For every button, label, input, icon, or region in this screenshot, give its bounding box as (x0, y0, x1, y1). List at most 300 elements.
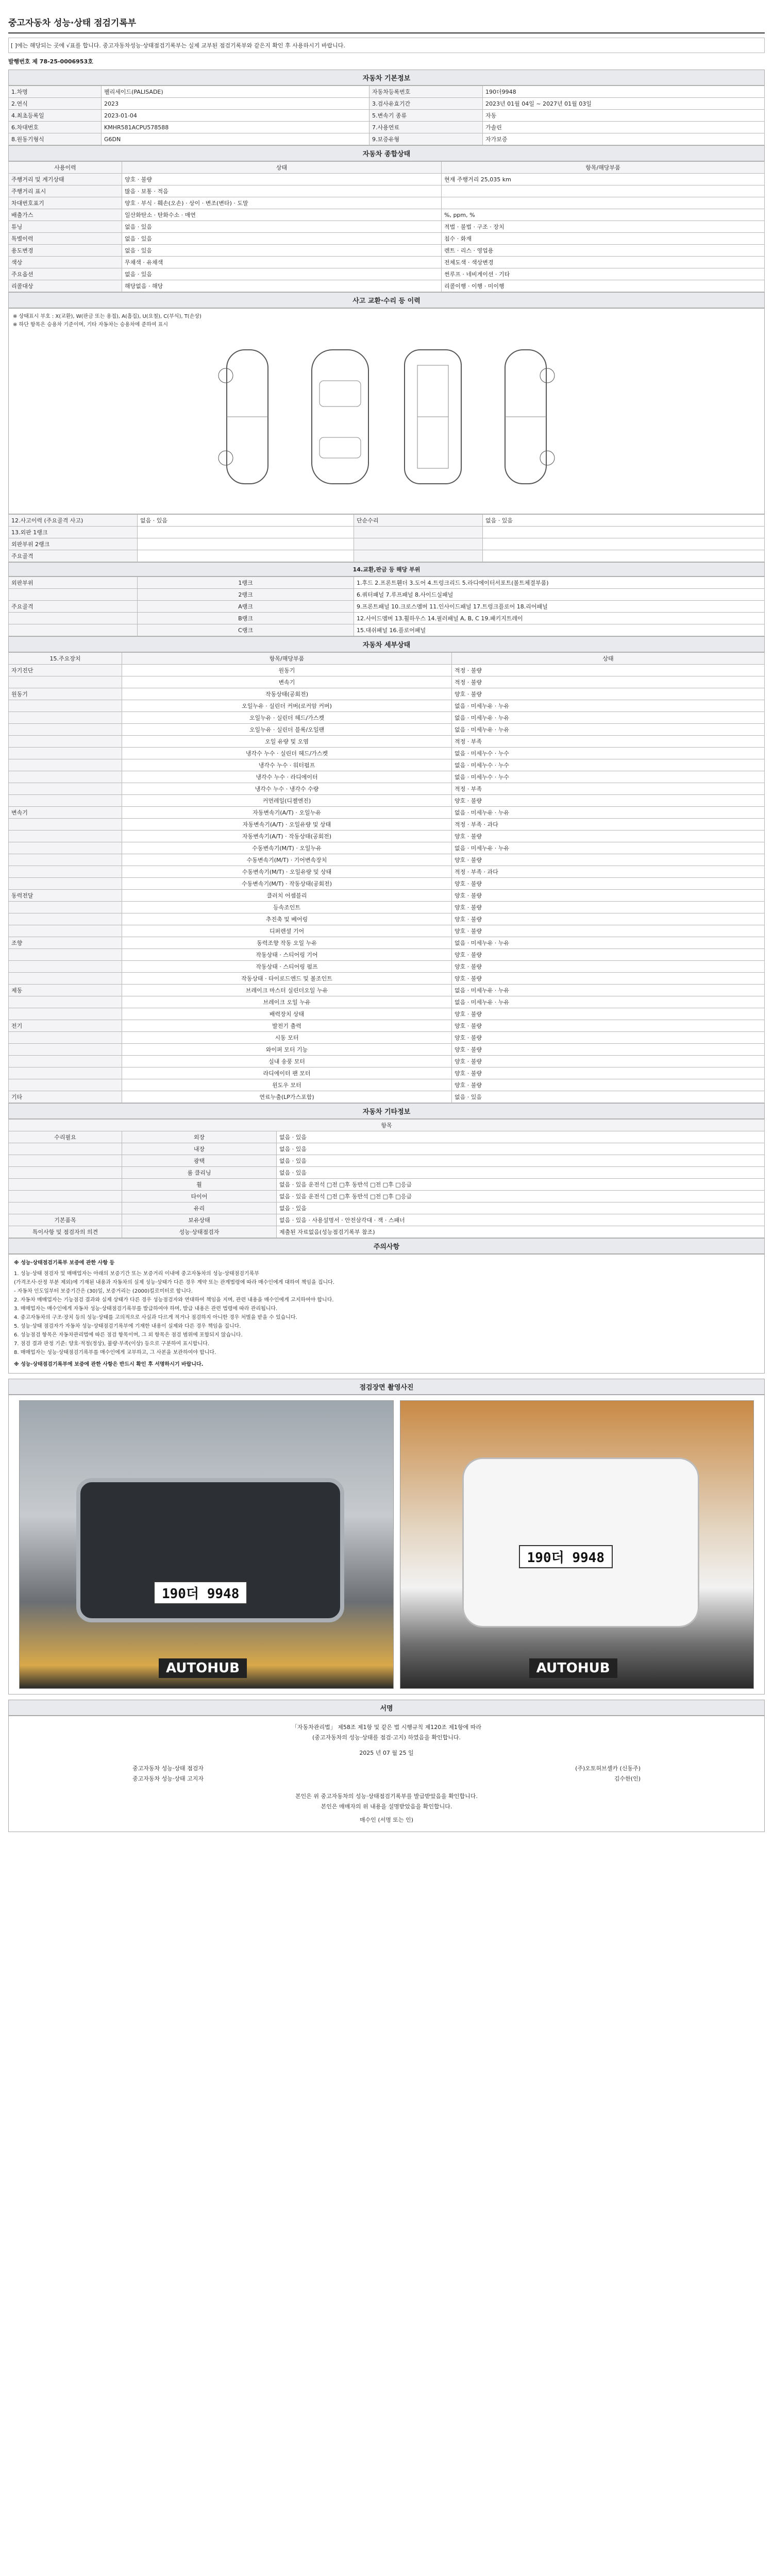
parts-cell (9, 613, 138, 624)
parts-cell (9, 589, 138, 601)
detail-cell: 자동변속기(A/T) · 작동상태(공회전) (122, 831, 452, 842)
table-row (9, 1079, 765, 1091)
detail-cell (9, 902, 122, 913)
table-row (9, 527, 765, 538)
detail-cell (9, 1032, 122, 1044)
field-value: 190더9948 (483, 86, 765, 98)
field-label: 8.원동기형식 (9, 133, 102, 145)
table-row (9, 1155, 765, 1167)
accident-cell (483, 538, 765, 550)
field-value: 2023년 01월 04일 ~ 2027년 01월 03일 (483, 98, 765, 110)
table-row (9, 724, 765, 736)
rear-plate: 190더 9948 (519, 1545, 613, 1568)
accident-cell: 주요골격 (9, 550, 138, 562)
other-cell (9, 1167, 122, 1179)
detail-cell: 적정 · 부족 (452, 783, 765, 795)
table-row (9, 589, 765, 601)
overall-cell: 없음 · 있음 (122, 233, 442, 245)
detail-table (8, 652, 765, 1103)
other-header: 항목 (9, 1120, 765, 1131)
photo-row (8, 1395, 765, 1694)
accident-diagram (8, 308, 765, 514)
other-cell (9, 1179, 122, 1191)
table-row (9, 233, 765, 245)
table-row (9, 949, 765, 961)
detail-cell: 수동변속기(M/T) · 작동상태(공회전) (122, 878, 452, 890)
notes-title: ※ 성능·상태점검기록부 보증에 관한 사항 등 (14, 1260, 115, 1266)
detail-cell: 클러치 어셈블리 (122, 890, 452, 902)
parts-cell: B랭크 (138, 613, 354, 624)
table-row (9, 831, 765, 842)
column-header: 항목/해당부품 (122, 653, 452, 665)
detail-cell: 없음 · 미세누유 · 누유 (452, 712, 765, 724)
detail-cell: 발전기 출력 (122, 1020, 452, 1032)
table-row (9, 1067, 765, 1079)
legend-2: ※ 하단 항목은 승용차 기준이며, 기타 자동차는 승용차에 준하여 표시 (13, 322, 168, 328)
parts-cell: 12.사이드멤버 13.휠하우스 14.필러패널 A, B, C 19.패키지트레이 (354, 613, 765, 624)
table-row (9, 890, 765, 902)
other-cell: 유리 (122, 1202, 277, 1214)
accident-cell (483, 527, 765, 538)
other-cell: 없음 · 있음 (277, 1131, 765, 1143)
notice: [ ]에는 해당되는 곳에 √표를 합니다. 중고자동차성능·상태점검기록부는 실제 교부된 점검기록부와 같은지 확인 후 사용하시기 바랍니다. (8, 38, 765, 53)
accident-cell: 외판부위 2랭크 (9, 538, 138, 550)
detail-cell: 오일누유 · 실린더 헤드/가스켓 (122, 712, 452, 724)
detail-cell: 양호 · 불량 (452, 688, 765, 700)
table-row (9, 624, 765, 636)
table-row (9, 1044, 765, 1056)
table-row (9, 878, 765, 890)
detail-cell (9, 748, 122, 759)
detail-cell: 양호 · 불량 (452, 902, 765, 913)
detail-cell: 추진축 및 베어링 (122, 913, 452, 925)
detail-cell: 와이퍼 모터 기능 (122, 1044, 452, 1056)
parts-table (8, 577, 765, 636)
overall-cell: 일산화탄소 · 탄화수소 · 매연 (122, 209, 442, 221)
table-row (9, 748, 765, 759)
table-row (9, 736, 765, 748)
overall-cell: 없음 · 있음 (122, 268, 442, 280)
table-row (9, 221, 765, 233)
detail-cell: 커먼레일(디젤엔진) (122, 795, 452, 807)
table-row (9, 550, 765, 562)
parts-cell: A랭크 (138, 601, 354, 613)
field-value: 자가보증 (483, 133, 765, 145)
sign-line-2: (중고자동차의 성능·상태를 점검·고지) 하였음을 확인합니다. (312, 1734, 461, 1741)
table-row (9, 133, 765, 145)
other-cell (9, 1143, 122, 1155)
table-row (9, 1191, 765, 1202)
detail-cell: 냉각수 누수 · 워터펌프 (122, 759, 452, 771)
detail-cell: 기타 (9, 1091, 122, 1103)
field-value: 가솔린 (483, 122, 765, 133)
table-row (9, 973, 765, 985)
section-notes: 주의사항 (8, 1238, 765, 1254)
table-row (9, 913, 765, 925)
table-row (9, 515, 765, 527)
car-top-icon (304, 345, 376, 489)
detail-cell: 변속기 (122, 676, 452, 688)
table-row (9, 185, 765, 197)
other-cell: 없음 · 있음 (277, 1167, 765, 1179)
detail-cell: 없음 · 미세누유 · 누유 (452, 996, 765, 1008)
detail-cell (9, 925, 122, 937)
table-row (9, 842, 765, 854)
detail-cell: 작동상태 · 타이로드엔드 및 볼조인트 (122, 973, 452, 985)
other-cell: 없음 · 있음 운전석 □전 □후 동반석 □전 □후 □응급 (277, 1191, 765, 1202)
field-label: 자동차등록번호 (369, 86, 483, 98)
column-header: 15.주요장치 (9, 653, 122, 665)
note-line: 4. 중고자동차의 구조·장치 등의 성능·상태를 고의적으로 사실과 다르게 적거나 점검하지 아니한 경우 처벌을 받을 수 있습니다. (14, 1315, 297, 1320)
detail-cell: 양호 · 불량 (452, 1067, 765, 1079)
field-label: 7.사용연료 (369, 122, 483, 133)
detail-cell: 양호 · 불량 (452, 973, 765, 985)
overall-cell: 전체도색 · 색상변경 (442, 257, 765, 268)
other-cell: 내장 (122, 1143, 277, 1155)
sign-date: 2025 년 07 월 25 일 (359, 1750, 414, 1756)
detail-cell: 적정 · 부족 (452, 736, 765, 748)
table-row (9, 1020, 765, 1032)
other-cell: 룸 클리닝 (122, 1167, 277, 1179)
overall-cell (442, 185, 765, 197)
table-row (9, 601, 765, 613)
accident-cell: 13.외판 1랭크 (9, 527, 138, 538)
detail-cell: 양호 · 불량 (452, 961, 765, 973)
field-value: 자동 (483, 110, 765, 122)
detail-cell: 변속기 (9, 807, 122, 819)
other-cell: 제출된 자료없음(성능점검기록부 참조) (277, 1226, 765, 1238)
detail-cell (9, 878, 122, 890)
notes-box (8, 1254, 765, 1374)
field-label: 5.변속기 종류 (369, 110, 483, 122)
overall-cell: 해당없음 · 해당 (122, 280, 442, 292)
accident-cell (483, 550, 765, 562)
note-line: 5. 성능·상태 점검자가 자동차 성능·상태점검기록부에 기재한 내용이 실제와 다른 경우 책임을 집니다. (14, 1324, 241, 1329)
other-cell: 보유상태 (122, 1214, 277, 1226)
overall-cell (442, 197, 765, 209)
accident-cell: 12.사고이력 (주요골격 사고) (9, 515, 138, 527)
detail-cell (9, 700, 122, 712)
table-row (9, 1091, 765, 1103)
accident-cell (354, 527, 483, 538)
basic-table (8, 86, 765, 145)
table-row (9, 613, 765, 624)
table-row (9, 665, 765, 676)
parts-cell: 9.프론트패널 10.크로스멤버 11.인사이드패널 17.트렁크플로어 18.리어패널 (354, 601, 765, 613)
detail-cell (9, 842, 122, 854)
detail-cell (9, 676, 122, 688)
overall-cell: 용도변경 (9, 245, 122, 257)
table-row (9, 280, 765, 292)
table-row (9, 538, 765, 550)
seller-label: 중고자동차 성능·상태 고지자 (132, 1775, 204, 1782)
detail-cell: 자동변속기(A/T) · 오일누유 (122, 807, 452, 819)
detail-cell (9, 783, 122, 795)
parts-cell: 1.후드 2.프론트휀더 3.도어 4.트렁크리드 5.라디에이터서포트(볼트체결부품) (354, 577, 765, 589)
detail-cell: 양호 · 불량 (452, 1032, 765, 1044)
table-row (9, 819, 765, 831)
detail-cell: 전기 (9, 1020, 122, 1032)
note-line: (가격조사·산정 부분 제외)에 기재된 내용과 자동차의 실제 성능·상태가 다른 경우 계약 또는 관계법령에 따라 매수인에게 대하여 책임을 집니다. (14, 1280, 334, 1285)
legend-1: ※ 상태표시 부호 : X(교환), W(판금 또는 용접), A(흠집), U(요철), C(부식), T(손상) (13, 314, 201, 319)
detail-cell (9, 973, 122, 985)
detail-cell: 양호 · 불량 (452, 949, 765, 961)
detail-cell: 양호 · 불량 (452, 1056, 765, 1067)
table-row (9, 902, 765, 913)
table-row (9, 759, 765, 771)
rear-body-shape (462, 1458, 699, 1628)
table-row (9, 854, 765, 866)
table-row (9, 1008, 765, 1020)
column-header: 사용이력 (9, 162, 122, 174)
detail-cell: 시동 모터 (122, 1032, 452, 1044)
section-sign: 서명 (8, 1700, 765, 1716)
detail-cell: 브레이크 마스터 실린더오일 누유 (122, 985, 452, 996)
detail-cell: 냉각수 누수 · 냉각수 수량 (122, 783, 452, 795)
note-line: 7. 점검 결과 판정 기준: 양호·적정(정상), 불량·부족(이상) 등으로 구분하여 표시합니다. (14, 1341, 209, 1347)
overall-cell: 양호 · 불량 (122, 174, 442, 185)
overall-cell: 리콜대상 (9, 280, 122, 292)
table-row (9, 795, 765, 807)
field-label: 4.최초등록일 (9, 110, 102, 122)
overall-cell: 없음 · 있음 (122, 221, 442, 233)
overall-cell: 많음 · 보통 · 적음 (122, 185, 442, 197)
detail-cell: 없음 · 미세누수 · 누수 (452, 771, 765, 783)
detail-cell (9, 854, 122, 866)
detail-cell: 없음 · 미세누유 · 누유 (452, 700, 765, 712)
front-brand: AUTOHUB (159, 1658, 247, 1678)
detail-cell (9, 712, 122, 724)
other-cell: 타이어 (122, 1191, 277, 1202)
detail-cell (9, 913, 122, 925)
table-row (9, 1214, 765, 1226)
overall-cell: 튜닝 (9, 221, 122, 233)
detail-cell: 양호 · 불량 (452, 795, 765, 807)
table-row (9, 1179, 765, 1191)
note-line: - 자동차 인도일부터 보증기간은 (30)일, 보증거리는 (2000)킬로미터로 합니다. (14, 1289, 193, 1294)
detail-cell: 적정 · 불량 (452, 665, 765, 676)
other-cell: 없음 · 있음 · 사용설명서 · 안전삼각대 · 잭 · 스패너 (277, 1214, 765, 1226)
table-row (9, 807, 765, 819)
detail-cell: 연료누출(LP가스포함) (122, 1091, 452, 1103)
detail-cell (9, 819, 122, 831)
accident-cell (354, 538, 483, 550)
parts-cell (9, 624, 138, 636)
other-cell: 성능·상태점검자 (122, 1226, 277, 1238)
detail-cell: 동력조향 작동 오일 누유 (122, 937, 452, 949)
table-row (9, 197, 765, 209)
overall-cell: 색상 (9, 257, 122, 268)
table-row (9, 257, 765, 268)
column-header: 상태 (122, 162, 442, 174)
table-row (9, 174, 765, 185)
overall-cell: 주행거리 및 계기상태 (9, 174, 122, 185)
detail-cell: 원동기 (9, 688, 122, 700)
car-diagrams (13, 329, 760, 510)
detail-cell: 없음 · 미세누유 · 누유 (452, 985, 765, 996)
detail-cell: 라디에이터 팬 모터 (122, 1067, 452, 1079)
cert-number: 발행번호 제 78-25-0006953호 (8, 58, 93, 65)
table-row (9, 866, 765, 878)
other-cell: 없음 · 있음 (277, 1155, 765, 1167)
buyer-sign: 매수인 (서명 또는 인) (359, 1817, 414, 1823)
table-row (9, 937, 765, 949)
detail-cell: 동력전달 (9, 890, 122, 902)
car-right-side-icon (490, 345, 562, 489)
detail-cell: 디퍼렌셜 기어 (122, 925, 452, 937)
table-row (9, 985, 765, 996)
table-row (9, 996, 765, 1008)
detail-cell: 냉각수 누수 · 실린더 헤드/가스켓 (122, 748, 452, 759)
detail-cell: 수동변속기(M/T) · 오일누유 (122, 842, 452, 854)
overall-cell: 주요옵션 (9, 268, 122, 280)
field-label: 3.검사유효기간 (369, 98, 483, 110)
detail-cell: 양호 · 불량 (452, 831, 765, 842)
detail-cell: 자기진단 (9, 665, 122, 676)
detail-cell: 수동변속기(M/T) · 오일유량 및 상태 (122, 866, 452, 878)
detail-cell: 오일 유량 및 오염 (122, 736, 452, 748)
table-row (9, 1202, 765, 1214)
field-value: 2023-01-04 (102, 110, 369, 122)
section-detail: 자동차 세부상태 (8, 636, 765, 652)
overall-cell: 양호 · 부식 · 훼손(오손) · 상이 · 변조(변타) · 도말 (122, 197, 442, 209)
table-row (9, 783, 765, 795)
detail-cell: 등속조인트 (122, 902, 452, 913)
detail-cell: 없음 · 미세누유 · 누유 (452, 724, 765, 736)
notes-footer: ※ 성능·상태점검기록부에 보증에 관한 사항은 반드시 확인 후 서명하시기 바랍니다. (14, 1362, 204, 1367)
overall-cell: 무채색 · 유채색 (122, 257, 442, 268)
field-value: 2023 (102, 98, 369, 110)
parts-cell: 주요골격 (9, 601, 138, 613)
detail-cell: 원동기 (122, 665, 452, 676)
table-row (9, 688, 765, 700)
detail-cell: 오일누유 · 실린더 커버(로커암 커버) (122, 700, 452, 712)
accident-cell: 단순수리 (354, 515, 483, 527)
other-cell: 없음 · 있음 (277, 1202, 765, 1214)
detail-cell: 양호 · 불량 (452, 890, 765, 902)
detail-cell (9, 831, 122, 842)
overall-cell: 침수 · 화재 (442, 233, 765, 245)
table-row (9, 209, 765, 221)
detail-cell: 자동변속기(A/T) · 오일유량 및 상태 (122, 819, 452, 831)
note-line: 2. 자동차 매매업자는 기능점검 결과와 실제 상태가 다른 경우 성능점검자와 연대하여 책임을 지며, 관련 내용을 매수인에게 고지하여야 합니다. (14, 1297, 334, 1303)
table-row (9, 700, 765, 712)
table-row (9, 268, 765, 280)
seller-name: 김수한(인) (614, 1775, 641, 1782)
other-cell: 외장 (122, 1131, 277, 1143)
detail-cell: 없음 · 미세누유 · 누유 (452, 842, 765, 854)
accident-cell: 없음 · 있음 (138, 515, 354, 527)
detail-cell: 없음 · 미세누유 · 누유 (452, 807, 765, 819)
detail-cell: 없음 · 미세누수 · 누수 (452, 759, 765, 771)
detail-cell: 적정 · 부족 · 과다 (452, 866, 765, 878)
accident-cell (138, 550, 354, 562)
table-row (9, 245, 765, 257)
detail-cell (9, 795, 122, 807)
parts-cell: 6.쿼터패널 7.루프패널 8.사이드실패널 (354, 589, 765, 601)
detail-cell: 적정 · 불량 (452, 676, 765, 688)
table-row (9, 110, 765, 122)
other-cell: 특이사항 및 점검자의 의견 (9, 1226, 122, 1238)
overall-cell: 특별이력 (9, 233, 122, 245)
note-line: 1. 성능·상태 점검자 및 매매업자는 아래의 보증기간 또는 보증거리 이내에 중고자동차의 성능·상태점검기록부 (14, 1271, 259, 1277)
parts-cell: 2랭크 (138, 589, 354, 601)
field-value: G6DN (102, 133, 369, 145)
section-overall: 자동차 종합상태 (8, 145, 765, 161)
sign-line-3: 본인은 위 중고자동차의 성능·상태점검기록부를 발급받았음을 확인합니다. (295, 1793, 478, 1800)
inspector-name: (주)오토허브셀카 (신동주) (575, 1765, 641, 1772)
detail-cell: 양호 · 불량 (452, 854, 765, 866)
table-row (9, 577, 765, 589)
detail-cell (9, 1044, 122, 1056)
front-plate: 190더 9948 (154, 1581, 247, 1604)
overall-table (8, 161, 765, 292)
other-table (8, 1119, 765, 1238)
detail-cell: 작동상태 · 스티어링 펌프 (122, 961, 452, 973)
sign-line-1: 「자동차관리법」 제58조 제1항 및 같은 법 시행규칙 제120조 제1항에 따라 (291, 1724, 482, 1731)
field-value: 팰리세이드(PALISADE) (102, 86, 369, 98)
car-frame-icon (397, 345, 469, 489)
parts-header: 14.교환,판금 등 해당 부위 (8, 562, 765, 577)
detail-cell: 적정 · 부족 · 과다 (452, 819, 765, 831)
note-line: 8. 매매업자는 성능·상태점검기록부를 매수인에게 교부하고, 그 사본을 보관하여야 합니다. (14, 1350, 216, 1355)
detail-cell: 양호 · 불량 (452, 1008, 765, 1020)
detail-cell (9, 724, 122, 736)
table-row (9, 1226, 765, 1238)
detail-cell (9, 771, 122, 783)
accident-cell (354, 550, 483, 562)
detail-cell (9, 1008, 122, 1020)
overall-cell: 현재 주행거리 25,035 km (442, 174, 765, 185)
parts-cell: 1랭크 (138, 577, 354, 589)
overall-cell: 배출가스 (9, 209, 122, 221)
other-cell: 휠 (122, 1179, 277, 1191)
parts-cell: 15.대쉬패널 16.플로어패널 (354, 624, 765, 636)
other-cell: 없음 · 있음 (277, 1143, 765, 1155)
other-cell (9, 1191, 122, 1202)
sign-box (8, 1716, 765, 1832)
overall-cell: 렌트 · 리스 · 영업용 (442, 245, 765, 257)
other-cell: 기본품목 (9, 1214, 122, 1226)
detail-cell: 브레이크 오일 누유 (122, 996, 452, 1008)
field-label: 2.연식 (9, 98, 102, 110)
column-header: 항목/해당부품 (442, 162, 765, 174)
table-row (9, 676, 765, 688)
overall-cell: 적법 · 불법 · 구조 · 장치 (442, 221, 765, 233)
detail-cell (9, 949, 122, 961)
detail-cell (9, 961, 122, 973)
section-basic: 자동차 기본정보 (8, 70, 765, 86)
detail-cell: 양호 · 불량 (452, 925, 765, 937)
sign-line-4: 본인은 매매자의 위 내용을 설명받았음을 확인합니다. (321, 1803, 452, 1810)
detail-cell: 작동상태(공회전) (122, 688, 452, 700)
other-cell (9, 1202, 122, 1214)
overall-cell: 리콜이행 · 이행 · 미이행 (442, 280, 765, 292)
table-row (9, 86, 765, 98)
overall-cell: 썬루프 · 네비게이션 · 기타 (442, 268, 765, 280)
detail-cell: 제동 (9, 985, 122, 996)
inspector-label: 중고자동차 성능·상태 점검자 (132, 1765, 204, 1772)
accident-cell: 없음 · 있음 (483, 515, 765, 527)
detail-cell: 없음 · 미세누수 · 누수 (452, 748, 765, 759)
section-other: 자동차 기타정보 (8, 1103, 765, 1119)
detail-cell: 배력장치 상태 (122, 1008, 452, 1020)
detail-cell: 양호 · 불량 (452, 1079, 765, 1091)
overall-cell: 차대번호표기 (9, 197, 122, 209)
accident-table (8, 514, 765, 562)
parts-cell: 외판부위 (9, 577, 138, 589)
detail-cell: 양호 · 불량 (452, 913, 765, 925)
